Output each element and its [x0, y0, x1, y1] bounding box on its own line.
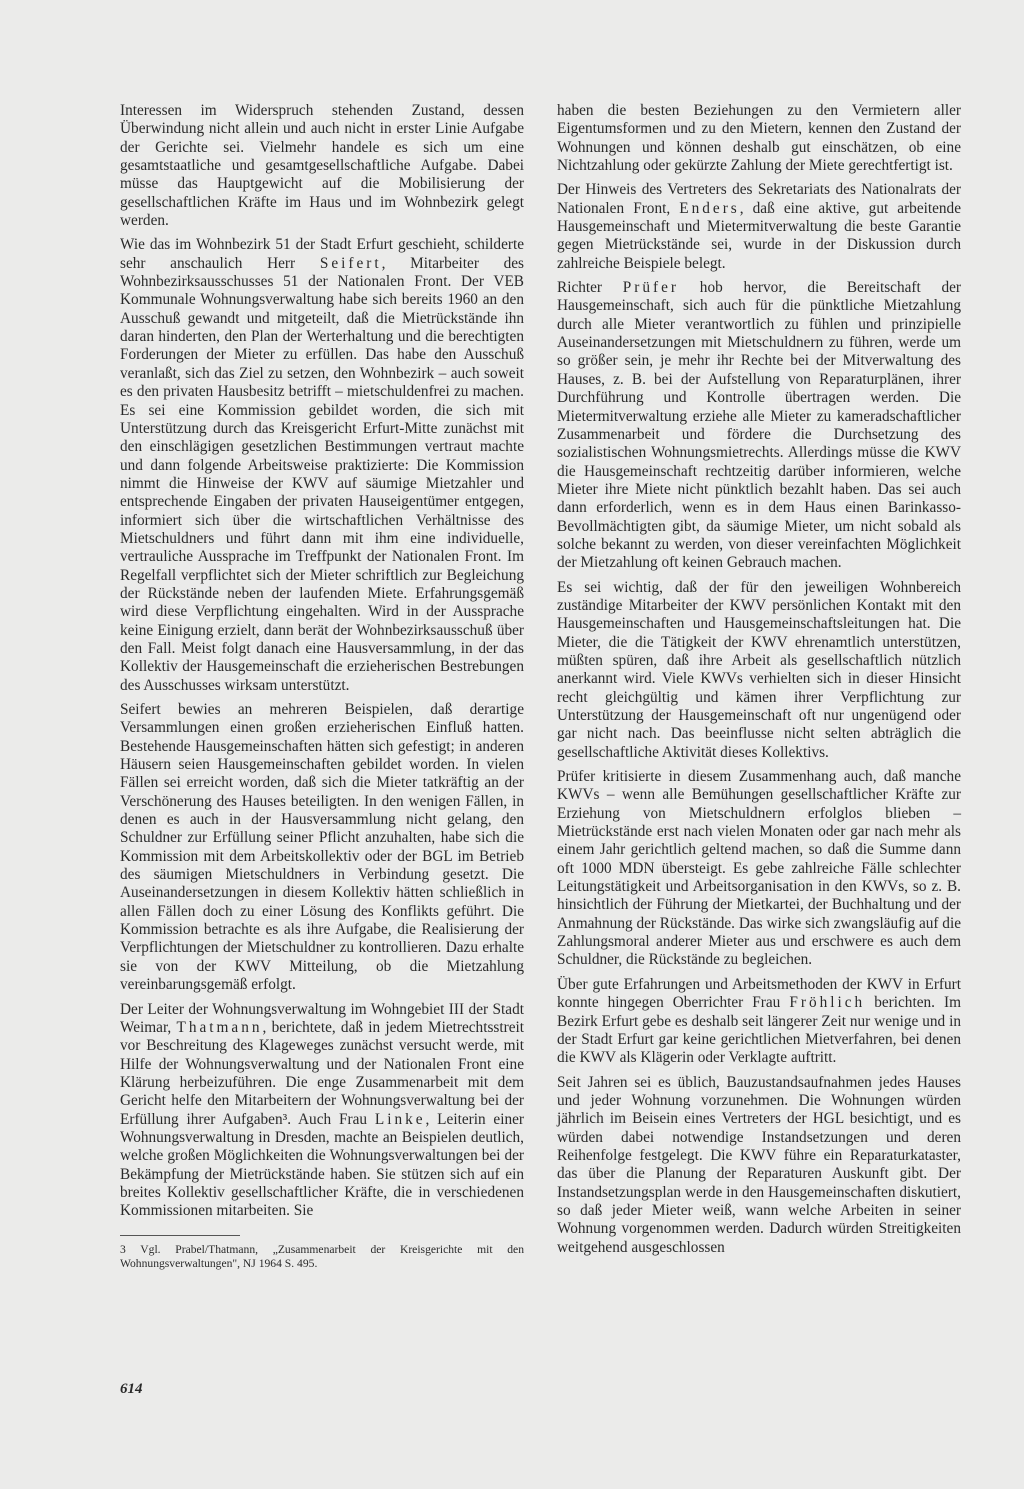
paragraph-text: , berichtete, daß in jedem Mietrechtsstreit vor Beschreitung des Klageweges zunächst versucht werde, mit Hilfe der Wohnungsverwaltung und der Nationalen Front eine Klärung herbeizuführen. Die enge Zusammenarbeit mit dem Gericht helfe den Mitarbeitern der Wohnungsverwaltung bei der Erfüllung ihrer Aufgaben³. Auch Frau	[120, 1018, 524, 1128]
paragraph: Prüfer kritisierte in diesem Zusammenhang auch, daß manche KWVs – wenn alle Bemühungen gesellschaftlicher Kräfte zur Erziehung von Mietschuldnern erfolglos blieben – Mietrückstände erst nach vielen Monaten oder gar nach mehr als einem Jahr gerichtlich geltend machen, so daß die Summe dann oft 1000 MDN übersteigt. Es gebe zahlreiche Fälle schlechter Leitungstätigkeit und Arbeitsorganisation in den KWVs, so z. B. hinsichtlich der Führung der Mietkartei, der Buchhaltung und der Anmahnung der Rückstände. Das wirke sich zwangsläufig auf die Zahlungsmoral anderer Mieter aus und erschwere es auch dem Schuldner, die Rückstände zu begleichen.	[557, 768, 961, 969]
left-column	[120, 102, 524, 1271]
paragraph-text: Der Hinweis des Vertreters des Sekretariats des Nationalrats der Nationalen Front,	[557, 181, 961, 217]
paragraph-text: , Mitarbeiter des Wohnbezirksausschusses 51 der Nationalen Front. Der VEB Kommunale Wohnungsverwaltung habe sich bereits 1960 an den Ausschuß gewandt und mitgeteilt, daß die Mietrückstände ihn daran hinderten, den Plan der Werterhaltung und die berechtigten Forderungen der Mieter zu erfüllen. Das habe den Ausschuß veranlaßt, sich das Ziel zu setzen, den Wohnbezirk – auch soweit es den privaten Hausbesitz betrifft – mietschuldenfrei zu machen. Es sei eine Kommission gebildet worden, die sich mit Unterstützung durch das Kreisgericht Erfurt-Mitte zunächst mit den einschlägigen gesetzlichen Bestimmungen vertraut machte und dann folgende Arbeitsweise praktizierte: Die Kommission nimmt die Hinweise der KWV auf säumige Mietzahler und entsprechende Eingaben der privaten Hauseigentümer entgegen, informiert sich über die wirtschaftlichen Verhältnisse des Mietschuldners und führt dann mit ihm eine individuelle, vertrauliche Aussprache im Treffpunkt der Nationalen Front. Im Regelfall verpflichtet sich der Mieter schriftlich zur Begleichung der Rückstände neben der laufenden Miete. Erfahrungsgemäß wird diese Verpflichtung eingehalten. Wird in der Aussprache keine Einigung erzielt, dann berät der Wohnbezirksausschuß über den Fall. Meist folgt danach eine Hausversammlung, in der das Kollektiv der Hausgemeinschaft die erzieherischen Bestrebungen des Ausschusses wirksam unterstützt.	[120, 254, 525, 694]
paragraph-text: Richter	[557, 279, 603, 297]
paragraph: Interessen im Widerspruch stehenden Zustand, dessen Überwindung nicht allein und auch nicht in erster Linie Aufgabe der Gerichte sei. Vielmehr handele es sich um eine gesamtstaatliche und gesamtgesellschaftliche Aufgabe. Dabei müsse das Hauptgewicht auf die Mobilisierung der gesellschaftlichen Kräfte im Haus und im Wohnbezirk gelegt werden.	[120, 102, 524, 230]
paragraph	[120, 236, 524, 695]
spaced-name: Enders	[679, 199, 740, 217]
paragraph: Es sei wichtig, daß der für den jeweiligen Wohnbereich zuständige Mitarbeiter der KWV persönlichen Kontakt mit den Hausgemeinschaften und Hausgemeinschaftsleitungen hat. Die Mieter, die die Tätigkeit der KWV ehrenamtlich unterstützen, müßten spüren, daß ihre Arbeit als gesellschaftlich nützlich anerkannt wird. Viele KWVs verhielten sich in dieser Hinsicht recht gleichgültig und kämen ihrer Verpflichtung zur Unterstützung der Hausgemeinschaft oft nur ungenügend oder gar nicht nach. Das beeinflusse nicht selten abträglich die gesellschaftliche Aktivität dieses Kollektivs.	[557, 578, 961, 761]
spaced-name: Linke	[374, 1110, 426, 1128]
paragraph: haben die besten Beziehungen zu den Vermietern aller Eigentumsformen und zu den Mietern, kennen den Zustand der Wohnungen und können deshalb gut einschätzen, ob eine Nichtzahlung oder gekürzte Zahlung der Miete gerechtfertigt ist.	[557, 102, 961, 175]
paragraph	[557, 976, 961, 1068]
paragraph	[120, 1001, 524, 1221]
spaced-name: Prüfer	[622, 279, 680, 297]
paragraph-text: Über gute Erfahrungen und Arbeitsmethoden der KWV in Erfurt konnte hingegen Oberrichter Frau	[557, 975, 961, 1012]
paragraph	[557, 181, 961, 273]
paragraph-text: Der Leiter der Wohnungsverwaltung im Wohngebiet III der Stadt Weimar,	[120, 1000, 524, 1036]
paragraph-text: hob hervor, die Bereitschaft der Hausgemeinschaft, sich auch für die pünktliche Mietzahlung durch alle Mieter verantwortlich zu fühlen und prinzipielle Auseinandersetzungen mit Mietschuldnern zu führen, werde um so größer sein, je mehr ihr Rechte bei der Mitverwaltung des Hauses, z. B. bei der Aufstellung von Reparaturplänen, ihrer Durchführung und Kontrolle übertragen werden. Die Mietermitverwaltung erziehe alle Mieter zu kameradschaftlicher Zusammenarbeit und fördere die Durchsetzung des sozialistischen Wohnungsmietrechts. Allerdings müsse die KWV die Hausgemeinschaft rechtzeitig darüber informieren, welche Mieter ihre Miete nicht pünktlich bezahlt haben. Das sei auch dann erforderlich, wenn es in dem Haus einen Barinkasso-Bevollmächtigten gibt, da säumige Mieter, um nicht sobald als solche bekannt zu werden, von dieser vereinfachten Möglichkeit der Mietzahlung oft keinen Gebrauch machen.	[557, 279, 962, 572]
right-column	[557, 102, 961, 1263]
paragraph: Seit Jahren sei es üblich, Bauzustandsaufnahmen jedes Hauses und jeder Wohnung vorzunehmen. Die Wohnungen würden jährlich im Beisein eines Vertreters der HGL besichtigt, und es würden dabei notwendige Instandsetzungen und deren Reihenfolge festgelegt. Die KWV führe ein Reparaturkataster, das über die Planung der Reparaturen Auskunft gibt. Der Instandsetzungsplan werde in den Hausgemeinschaften diskutiert, so daß jeder Mieter weiß, wann welche Arbeiten in seiner Wohnung vorgenommen werden. Dadurch würden Streitigkeiten weitgehend ausgeschlossen	[557, 1073, 961, 1256]
spaced-name: Seifert	[319, 254, 382, 272]
page-number: 614	[120, 1381, 143, 1397]
footnote-divider	[120, 1235, 240, 1236]
spaced-name: Fröhlich	[789, 994, 866, 1012]
paragraph-text: , daß eine aktive, gut arbeitende Hausgemeinschaft und Mietermitverwaltung die beste Garantie gegen Mietrückstände sei, wurde in der Diskussion durch zahlreiche Beispiele belegt.	[557, 199, 961, 272]
paragraph	[557, 279, 961, 573]
paragraph-text: , Leiterin einer Wohnungsverwaltung in Dresden, machte an Beispielen deutlich, welche großen Möglichkeiten die Wohnungsverwaltungen bei der Bekämpfung der Mietrückstände haben. Sie stützen sich auf ein breites Kollektiv gesellschaftlicher Kräfte, die in verschiedenen Kommissionen mitarbeiten. Sie	[120, 1110, 524, 1220]
paragraph: Seifert bewies an mehreren Beispielen, daß derartige Versammlungen einen großen erzieherischen Einfluß hatten. Bestehende Hausgemeinschaften hätten sich gefestigt; in anderen Häusern seien Hausgemeinschaften gebildet worden. In vielen Fällen sei erreicht worden, daß sich die Mieter tatkräftig an der Verschönerung des Hauses beteiligten. In den wenigen Fällen, in denen es auch in der Hausversammlung nicht gelang, den Schuldner zur Erfüllung seiner Pflicht anzuhalten, habe sich die Kommission mit dem Arbeitskollektiv oder der BGL im Betrieb des säumigen Mietschuldners in Verbindung gesetzt. Die Auseinandersetzungen in diesem Kollektiv hätten schließlich in allen Fällen doch zu einer Lösung des Konflikts geführt. Die Kommission betrachte es als ihre Aufgabe, die Realisierung der Verpflichtungen der Mietschuldner zu kontrollieren. Dazu erhalte sie von der KWV Mitteilung, ob die Mietzahlung vereinbarungsgemäß erfolgt.	[120, 701, 524, 994]
spaced-name: Thatmann	[176, 1018, 263, 1036]
paragraph-text: berichten. Im Bezirk Erfurt gebe es deshalb seit längerer Zeit nur wenige und in der Stadt Erfurt gar keine gerichtlichen Mietverfahren, bei denen die KWV als Klägerin oder Verklagte auftritt.	[557, 994, 961, 1067]
paragraph-text: Wie das im Wohnbezirk 51 der Stadt Erfurt geschieht, schilderte sehr anschaulich Herr	[120, 236, 524, 272]
footnote: 3 Vgl. Prabel/Thatmann, „Zusammenarbeit der Kreisgerichte mit den Wohnungsverwaltungen", NJ 1964 S. 495.	[120, 1242, 524, 1270]
